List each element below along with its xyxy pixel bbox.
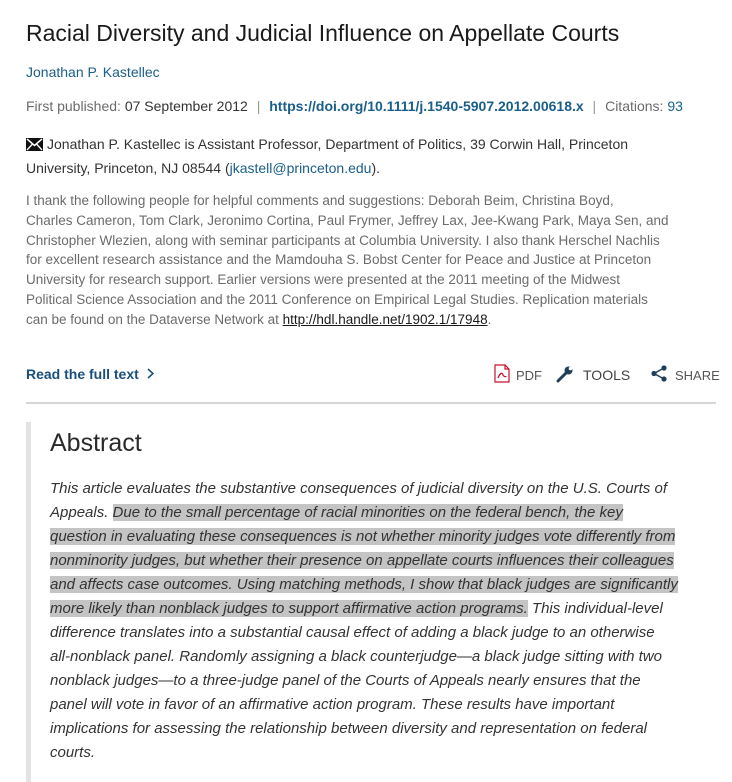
- wrench-icon: [555, 364, 583, 387]
- author-affiliation: [26, 133, 686, 179]
- share-button[interactable]: [651, 364, 720, 386]
- read-full-text-label: Read the full text: [26, 366, 139, 382]
- ack-text-end: .: [487, 311, 492, 327]
- acknowledgements: [26, 191, 718, 330]
- highlighted-text[interactable]: and affects case outcomes. Using matching methods, I show that black judges are significantly: [50, 576, 678, 593]
- abstract-line: [50, 549, 720, 573]
- abstract-line: implications for assessing the relationship between diversity and representation on federal: [50, 720, 648, 737]
- published-label: First published:: [26, 98, 121, 114]
- article-title: Racial Diversity and Judicial Influence on Appellate Courts: [26, 20, 620, 46]
- ack-line: Political Science Association and the 2011 Conference on Empirical Legal Studies. Replication materials: [26, 291, 648, 307]
- ack-text: can be found on the Dataverse Network at: [26, 311, 283, 327]
- ack-line-last: [26, 310, 718, 330]
- citations-label: Citations:: [605, 98, 664, 114]
- affiliation-line-2-end: ).: [371, 160, 381, 176]
- abstract-text-segment: This individual-level: [527, 600, 663, 617]
- abstract-text-segment: Appeals.: [50, 504, 113, 521]
- envelope-icon: [26, 135, 43, 157]
- abstract-line: [50, 597, 720, 621]
- abstract-line: courts.: [50, 744, 96, 761]
- tools-label: TOOLS: [583, 367, 631, 383]
- citations-count[interactable]: 93: [667, 98, 683, 114]
- read-full-text-link[interactable]: [26, 364, 154, 384]
- section-divider: [26, 402, 716, 404]
- abstract-line: all-nonblack panel. Randomly assigning a black counterjudge—a black judge sitting with two: [50, 648, 663, 665]
- abstract-line: This article evaluates the substantive consequences of judicial diversity on the U.S. Courts of: [50, 480, 667, 497]
- abstract-line: panel will vote in favor of an affirmative action program. These results have important: [50, 696, 615, 713]
- abstract-line: nonblack judges—to a three-judge panel of the Courts of Appeals nearly ensures that the: [50, 672, 641, 689]
- affiliation-line-2: University, Princeton, NJ 08544 (: [26, 160, 230, 176]
- affiliation-line-1: Jonathan P. Kastellec is Assistant Professor, Department of Politics, 39 Corwin Hall, Princeton: [47, 136, 629, 152]
- abstract-line: [50, 573, 720, 597]
- abstract-line: [50, 501, 720, 525]
- ack-line: Christopher Wlezien, along with seminar participants at Columbia University. I also thank Herschel Nachlis: [26, 232, 660, 248]
- ack-line: for excellent research assistance and the Mamdouha S. Bobst Center for Peace and Justice at Princeton: [26, 252, 652, 268]
- share-label: SHARE: [675, 367, 720, 383]
- tools-button[interactable]: [555, 364, 630, 386]
- highlighted-text[interactable]: nonminority judges, but whether their presence on appellate courts influences their colleagues: [50, 552, 674, 569]
- replication-link[interactable]: http://hdl.handle.net/1902.1/17948: [282, 311, 488, 327]
- abstract-text: [50, 477, 720, 765]
- author-link[interactable]: Jonathan P. Kastellec: [26, 64, 160, 80]
- pdf-button[interactable]: [494, 364, 542, 386]
- ack-line: Charles Cameron, Tom Clark, Jeronimo Cortina, Paul Frymer, Jeffrey Lax, Jee-Kwang Park, Maya Sen, and: [26, 212, 669, 228]
- abstract-section: [26, 422, 721, 782]
- pdf-label: PDF: [516, 367, 542, 383]
- highlighted-text[interactable]: more likely than nonblack judges to support affirmative action programs.: [50, 600, 528, 617]
- abstract-heading: Abstract: [50, 429, 142, 457]
- ack-line: I thank the following people for helpful comments and suggestions: Deborah Beim, Christina Boyd,: [26, 193, 614, 208]
- published-date: 07 September 2012: [124, 98, 248, 114]
- highlighted-text[interactable]: Due to the small percentage of racial minorities on the federal bench, the key: [112, 504, 623, 521]
- share-icon: [651, 365, 675, 385]
- separator: |: [256, 98, 261, 114]
- publication-info: [26, 96, 726, 116]
- author-email-link[interactable]: jkastell@princeton.edu: [229, 160, 372, 176]
- pdf-icon: [494, 364, 516, 386]
- separator: |: [592, 98, 597, 114]
- chevron-right-icon: [147, 364, 154, 384]
- highlighted-text[interactable]: question in evaluating these consequences is not whether minority judges vote differently from: [50, 528, 676, 545]
- ack-line: University for research support. Earlier versions were presented at the 2011 meeting of the Midwest: [26, 272, 621, 288]
- abstract-line: difference translates into a substantial causal effect of adding a black judge to an otherwise: [50, 624, 655, 641]
- doi-link[interactable]: https://doi.org/10.1111/j.1540-5907.2012.00618.x: [269, 98, 584, 114]
- abstract-line: [50, 525, 720, 549]
